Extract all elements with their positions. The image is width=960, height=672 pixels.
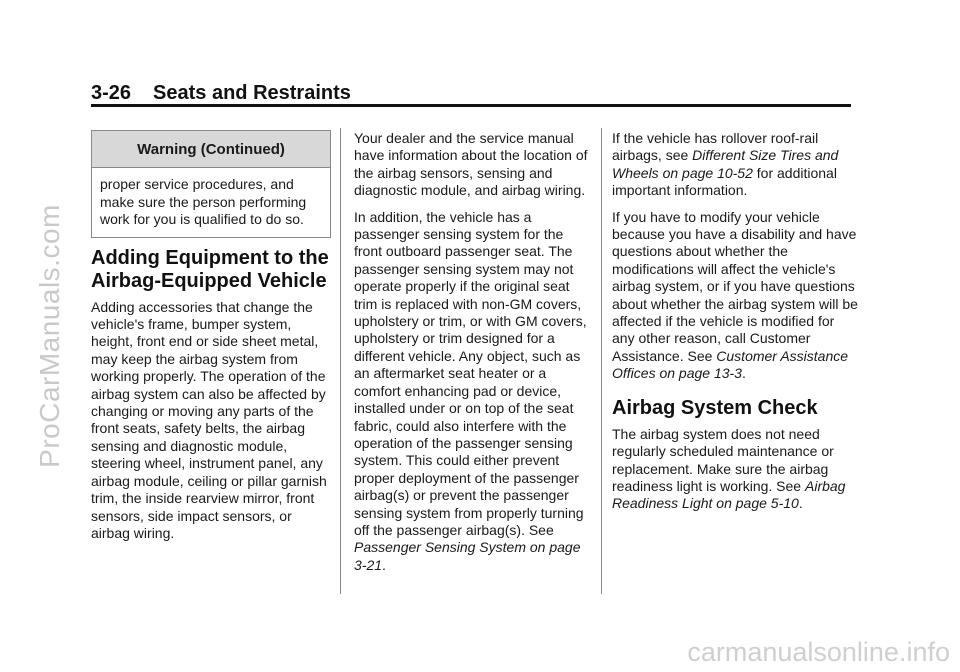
link-passenger-sensing-system[interactable]: Passenger Sensing System on page 3-21: [354, 539, 581, 573]
paragraph-dealer-info: Your dealer and the service manual have information about the location of the airbag sensors, sensing and diagnostic module, and airbag wiring.: [354, 130, 588, 199]
heading-airbag-system-check: Airbag System Check: [612, 396, 818, 419]
column-2: [354, 130, 594, 583]
link-different-size-tires[interactable]: Different Size Tires and Wheels on page 10-52: [612, 147, 839, 181]
side-watermark: ProCarManuals.com: [34, 204, 65, 468]
column-divider-1: [340, 128, 341, 594]
paragraph-modify-vehicle: [612, 209, 858, 383]
warning-box: [91, 130, 331, 238]
passenger-sensing-text: In addition, the vehicle has a passenger sensing system for the front outboard passenger seat. The passenger sensing system may not operate properly if the original seat trim is replaced with non-GM covers, upholstery or trim, or with GM covers, upholstery or trim designed for a different vehicle. Any object, such as an aftermarket seat heater or a comfort enhancing pad or device, installed under or on top of the seat fabric, could also interfere with the operation of the passenger sensing system. This could either prevent proper deployment of the passenger airbag(s) or prevent the passenger sensing system from properly turning off the passenger airbag(s). See: [354, 208, 587, 538]
warning-text: proper service procedures, and make sure the person performing work for you is qualified to do so.: [100, 176, 307, 228]
column-1: [91, 130, 331, 551]
paragraph-airbag-check: [612, 426, 858, 513]
paragraph-passenger-sensing: [354, 209, 594, 575]
column-divider-2: [601, 128, 602, 594]
page-number: 3-26: [91, 82, 132, 104]
modify-text: If you have to modify your vehicle because you have a disability and have questions about whether the modifications will affect the vehicle's airbag system, or if you have questions about whether the airbag system will be affected if the vehicle is modified for any other reason, call Customer Assistance. See: [612, 208, 858, 364]
page-header: [91, 82, 351, 105]
paragraph-adding-accessories: Adding accessories that change the vehicle's frame, bumper system, height, front end or side sheet metal, may keep the airbag system from working properly. The operation of the airbag system can also be affected by changing or moving any parts of the front seats, safety belts, the airbag sensing and diagnostic module, steering wheel, instrument panel, any airbag module, ceiling or pillar garnish trim, the inside rearview mirror, front sensors, side impact sensors, or airbag wiring.: [91, 298, 327, 541]
bottom-watermark: carmanualsonline.info: [687, 637, 950, 667]
section-title: Seats and Restraints: [153, 82, 351, 104]
modify-end: .: [741, 365, 746, 382]
airbag-check-text: The airbag system does not need regularly scheduled maintenance or replacement. Make sure the airbag readiness light is working. See: [612, 425, 834, 494]
rollover-text: If the vehicle has rollover roof-rail airbags, see: [612, 130, 819, 164]
airbag-check-end: .: [798, 495, 803, 512]
paragraph-rollover-airbags: [612, 130, 858, 200]
link-customer-assistance[interactable]: Customer Assistance Offices on page 13-3: [612, 347, 849, 382]
link-airbag-readiness-light[interactable]: Airbag Readiness Light on page 5-10: [612, 477, 846, 512]
warning-title: Warning (Continued): [92, 131, 330, 168]
rollover-end: for additional important information.: [612, 164, 837, 199]
column-3: [612, 130, 858, 522]
passenger-sensing-end: .: [382, 556, 386, 573]
header-rule: [91, 104, 851, 107]
heading-adding-equipment: Adding Equipment to the Airbag-Equipped Vehicle: [91, 246, 329, 292]
